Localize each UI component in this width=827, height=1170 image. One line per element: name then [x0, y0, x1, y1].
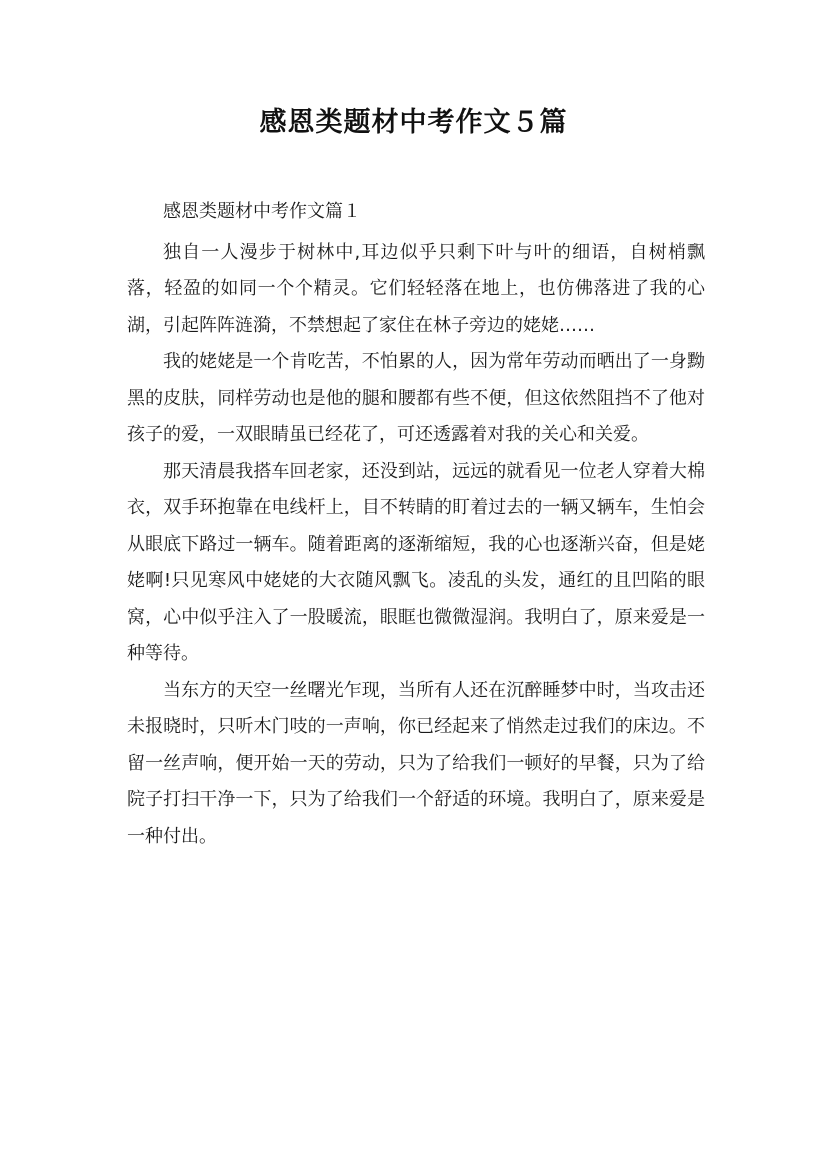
paragraph: 我的姥姥是一个肯吃苦，不怕累的人，因为常年劳动而晒出了一身黝黑的皮肤，同样劳动也是他的腿和腰都有些不便，但这依然阻挡不了他对孩子的爱，一双眼睛虽已经花了，可还透露着对我的关心和关爱。 — [127, 351, 705, 445]
section-heading: 感恩类题材中考作文篇１ — [163, 201, 361, 222]
document-title: 感恩类题材中考作文５篇 — [259, 107, 568, 138]
document-body — [127, 194, 705, 855]
paragraph: 那天清晨我搭车回老家，还没到站，远远的就看见一位老人穿着大棉衣，双手环抱靠在电线杆上，目不转睛的盯着过去的一辆又辆车，生怕会从眼底下路过一辆车。随着距离的逐渐缩短，我的心也逐渐兴奋，但是姥姥啊!只见寒风中姥姥的大衣随风飘飞。凌乱的头发，通红的且凹陷的眼窝，心中似乎注入了一股暖流，眼眶也微微湿润。我明白了，原来爱是一种等待。 — [127, 460, 705, 664]
paragraph: 独自一人漫步于树林中,耳边似乎只剩下叶与叶的细语，自树梢飘落，轻盈的如同一个个精灵。它们轻轻落在地上，也仿佛落进了我的心湖，引起阵阵涟漪，不禁想起了家住在林子旁边的姥姥…… — [127, 241, 705, 336]
paragraph: 当东方的天空一丝曙光乍现，当所有人还在沉醉睡梦中时，当攻击还未报晓时，只听木门吱的一声响，你已经起来了悄然走过我们的床边。不留一丝声响，便开始一天的劳动，只为了给我们一顿好的早餐，只为了给院子打扫干净一下，只为了给我们一个舒适的环境。我明白了，原来爱是一种付出。 — [127, 679, 705, 847]
